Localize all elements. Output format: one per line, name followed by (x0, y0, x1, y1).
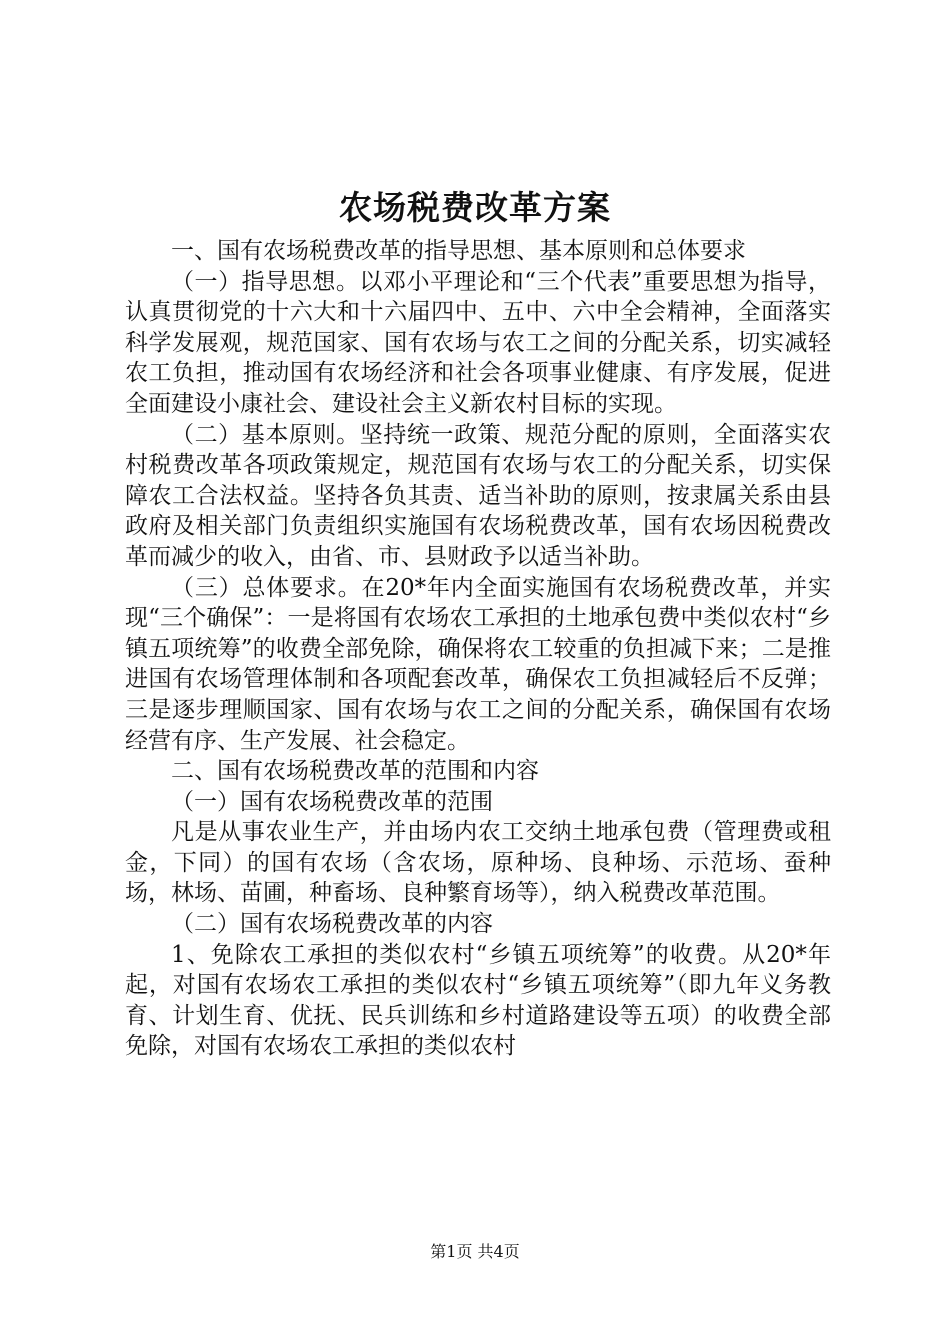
document-body (125, 236, 831, 1062)
paragraph-content-item-1: 1、免除农工承担的类似农村“乡镇五项统筹”的收费。从20*年起，对国有农场农工承担的类似农村“乡镇五项统筹”（即九年义务教育、计划生育、优抚、民兵训练和乡村道路建设等五项）的收费全部免除，对国有农场农工承担的类似农村 (125, 941, 831, 1060)
heading-section-2: 二、国有农场税费改革的范围和内容 (171, 758, 539, 785)
paragraph-basic-principles: （二）基本原则。坚持统一政策、规范分配的原则，全面落实农村税费改革各项政策规定，规范国有农场与农工的分配关系，切实保障农工合法权益。坚持各负其责、适当补助的原则，按隶属关系由县政府及相关部门负责组织实施国有农场税费改革，国有农场因税费改革而减少的收入，由省、市、县财政予以适当补助。 (125, 421, 831, 570)
paragraph-scope: 凡是从事农业生产，并由场内农工交纳土地承包费（管理费或租金，下同）的国有农场（含农场，原种场、良种场、示范场、蚕种场，林场、苗圃，种畜场、良种繁育场等），纳入税费改革范围。 (125, 819, 831, 907)
subheading-content: （二）国有农场税费改革的内容 (171, 911, 493, 938)
heading-section-1: 一、国有农场税费改革的指导思想、基本原则和总体要求 (171, 238, 746, 264)
paragraph-overall-requirements: （三）总体要求。在20*年内全面实施国有农场税费改革，并实现“三个确保”：一是将国有农场农工承担的土地承包费中类似农村“乡镇五项统筹”的收费全部免除，确保将农工较重的负担减下来；二是推进国有农场管理体制和各项配套改革，确保农工负担减轻后不反弹；三是逐步理顺国家、国有农场与农工之间的分配关系，确保国有农场经营有序、生产发展、社会稳定。 (125, 574, 831, 754)
paragraph-guiding-thought: （一）指导思想。以邓小平理论和“三个代表”重要思想为指导，认真贯彻党的十六大和十六届四中、五中、六中全会精神，全面落实科学发展观，规范国家、国有农场与农工之间的分配关系，切实减轻农工负担，推动国有农场经济和社会各项事业健康、有序发展，促进全面建设小康社会、建设社会主义新农村目标的实现。 (125, 268, 831, 417)
subheading-scope: （一）国有农场税费改革的范围 (171, 788, 493, 815)
document-title: 农场税费改革方案 (339, 188, 611, 227)
page-number-footer: 第1页 共4页 (430, 1242, 520, 1261)
